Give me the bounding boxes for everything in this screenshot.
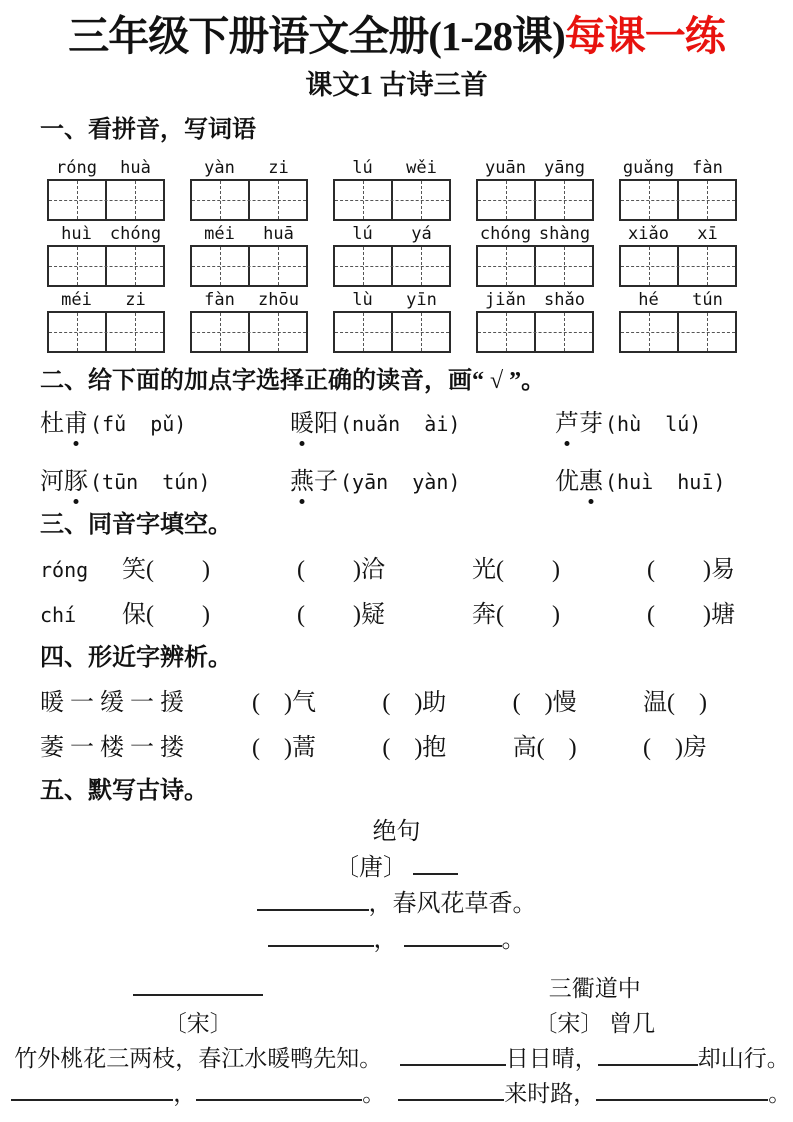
poem-left <box>0 971 397 1111</box>
dotted-character: 燕 <box>290 469 314 495</box>
pinyin-syllable: yāng <box>544 158 585 178</box>
homophone-label: róng <box>40 558 89 582</box>
pronunciation-item <box>555 467 793 497</box>
fill-cell: ( )房 <box>642 735 707 761</box>
pinyin-word-group <box>47 224 165 287</box>
lesson-subtitle: 课文1 古诗三首 <box>305 70 488 100</box>
pinyin-syllable: zi <box>125 290 146 310</box>
section-3-heading: 三、同音字填空。 <box>40 512 232 538</box>
pronunciation-item <box>290 409 555 439</box>
writing-box <box>333 179 451 221</box>
pinyin-syllable: huì <box>61 224 92 244</box>
fill-cell: ( )抱 <box>382 735 447 761</box>
dashed-midline <box>49 200 163 201</box>
poem-pair <box>0 971 793 1111</box>
section-5-heading: 五、默写古诗。 <box>40 778 208 804</box>
poem-text: ，春风花草香。 <box>368 891 537 917</box>
word-part: 河 <box>40 469 64 495</box>
fill-cell: 高( ) <box>512 735 577 761</box>
fill-cell: ( )气 <box>252 690 316 716</box>
blank-line <box>11 1087 173 1101</box>
writing-box <box>190 245 308 287</box>
pinyin-word-group <box>476 224 594 287</box>
similar-char-label: 萎 一 楼 一 搂 <box>40 735 184 761</box>
fill-cell: ( )洽 <box>297 557 385 583</box>
page-title-main: 三年级下册语文全册(1-28课) <box>68 13 565 59</box>
pinyin-word-group <box>476 158 594 221</box>
word-part: 子 <box>314 469 338 495</box>
word-part: 优 <box>555 469 579 495</box>
poem-author-line <box>0 850 793 886</box>
pinyin-syllable: lú <box>352 158 373 178</box>
pinyin-syllable: hé <box>638 290 659 310</box>
dashed-midline <box>192 200 306 201</box>
dotted-character: 豚 <box>64 469 88 495</box>
pinyin-syllable: shǎo <box>544 290 585 310</box>
dashed-midline <box>621 200 735 201</box>
pinyin-syllable: guǎng <box>622 158 675 178</box>
pinyin-syllable: huà <box>120 158 151 178</box>
writing-box <box>619 245 737 287</box>
poem-title-blank <box>0 971 397 1006</box>
pinyin-options: (nuǎn ài) <box>340 412 461 436</box>
fill-cell: 奔( ) <box>472 602 560 628</box>
poem-text: 却山行。 <box>697 1046 790 1071</box>
pinyin-word-group <box>619 290 737 353</box>
blank-line <box>196 1087 362 1101</box>
pinyin-word-group <box>190 224 308 287</box>
pinyin-word-group <box>333 224 451 287</box>
writing-box <box>476 245 594 287</box>
pinyin-options: (hù lú) <box>605 412 702 436</box>
section-4-heading: 四、形近字辨析。 <box>40 645 232 671</box>
dashed-midline <box>478 266 592 267</box>
homophone-row <box>40 600 735 630</box>
fill-cell: 笑( ) <box>122 557 210 583</box>
homophone-label: chí <box>40 603 77 627</box>
pinyin-syllable: wěi <box>406 158 437 178</box>
page-title-accent: 每课一练 <box>564 13 725 59</box>
blank-line <box>257 897 369 911</box>
dashed-midline <box>192 332 306 333</box>
writing-box <box>47 245 165 287</box>
similar-char-row <box>40 688 735 718</box>
page-title <box>0 12 793 60</box>
pinyin-word-group <box>619 158 737 221</box>
writing-box <box>476 311 594 353</box>
pinyin-syllable: huā <box>263 224 294 244</box>
writing-box <box>476 179 594 221</box>
section-2-heading: 二、给下面的加点字选择正确的读音，画“ √ ”。 <box>40 368 546 394</box>
pinyin-syllable: xiǎo <box>628 224 669 244</box>
dashed-midline <box>621 332 735 333</box>
poem-line <box>0 922 793 958</box>
dashed-midline <box>478 332 592 333</box>
pinyin-row <box>47 290 737 353</box>
pinyin-syllable: yàn <box>204 158 235 178</box>
pinyin-syllable: yīn <box>406 290 437 310</box>
pinyin-syllable: fàn <box>204 290 235 310</box>
blank-line <box>596 1087 768 1101</box>
fill-cell: ( )慢 <box>512 690 577 716</box>
pronunciation-item <box>40 409 290 439</box>
similar-char-label: 暖 一 缓 一 援 <box>40 690 184 716</box>
dashed-midline <box>478 200 592 201</box>
blank-line <box>404 933 502 947</box>
dashed-midline <box>621 266 735 267</box>
dashed-midline <box>335 266 449 267</box>
pinyin-syllable: lú <box>352 224 373 244</box>
pinyin-syllable: xī <box>697 224 718 244</box>
poem-text: 。 <box>501 927 526 953</box>
poem-text: 。 <box>362 1081 386 1106</box>
dotted-character: 暖 <box>290 411 314 437</box>
word-part: 杜 <box>40 411 64 437</box>
poem-author-line: 〔宋〕 <box>163 1011 233 1036</box>
writing-box <box>619 311 737 353</box>
word-part: 芽 <box>579 411 603 437</box>
blank-line <box>268 933 374 947</box>
pinyin-row <box>47 224 737 287</box>
pinyin-word-group <box>190 158 308 221</box>
dashed-midline <box>192 266 306 267</box>
fill-cell: ( )助 <box>382 690 447 716</box>
poem-title: 绝句 <box>372 819 421 845</box>
pinyin-options: (huì huī) <box>605 470 726 494</box>
pinyin-syllable: zi <box>268 158 289 178</box>
pinyin-options: (fǔ pǔ) <box>90 412 187 436</box>
blank-line <box>598 1052 698 1066</box>
pinyin-word-group <box>47 158 165 221</box>
pinyin-word-group <box>476 290 594 353</box>
fill-cell: 光( ) <box>472 557 560 583</box>
pinyin-syllable: róng <box>56 158 97 178</box>
pinyin-word-group <box>333 158 451 221</box>
poem-author-line: 〔宋〕 曾几 <box>534 1011 656 1036</box>
pinyin-syllable: tún <box>692 290 723 310</box>
blank-line <box>400 1052 506 1066</box>
pronunciation-item <box>555 409 793 439</box>
pinyin-word-group <box>190 290 308 353</box>
section-1-heading: 一、看拼音，写词语 <box>40 117 256 143</box>
writing-box <box>47 311 165 353</box>
blank-line <box>398 1087 504 1101</box>
pinyin-syllable: lù <box>352 290 373 310</box>
fill-cell: 保( ) <box>122 602 210 628</box>
pinyin-syllable: yá <box>411 224 432 244</box>
writing-box <box>190 179 308 221</box>
poem-text: ， <box>173 1081 197 1106</box>
pinyin-word-group <box>619 224 737 287</box>
similar-char-row <box>40 733 735 763</box>
pinyin-syllable: zhōu <box>258 290 299 310</box>
poem-text: ， <box>373 927 398 953</box>
pronunciation-item <box>290 467 555 497</box>
dashed-midline <box>335 200 449 201</box>
poem-title: 三衢道中 <box>548 976 641 1001</box>
dashed-midline <box>49 332 163 333</box>
word-part: 阳 <box>314 411 338 437</box>
fill-cell: ( )蒿 <box>252 735 316 761</box>
pinyin-writing-grid <box>47 158 737 353</box>
homophone-row <box>40 555 735 585</box>
pinyin-syllable: méi <box>61 290 92 310</box>
writing-box <box>333 311 451 353</box>
poem-line <box>0 1076 397 1111</box>
pinyin-syllable: fàn <box>692 158 723 178</box>
pinyin-word-group <box>333 290 451 353</box>
dashed-midline <box>49 266 163 267</box>
poem-line: 竹外桃花三两枝，春江水暖鸭先知。 <box>14 1046 383 1071</box>
pinyin-syllable: shàng <box>538 224 591 244</box>
pinyin-options: (yān yàn) <box>340 470 461 494</box>
fill-cell: ( )塘 <box>647 602 735 628</box>
poem-line <box>397 1076 793 1111</box>
writing-box <box>619 179 737 221</box>
pinyin-syllable: chóng <box>479 224 532 244</box>
pronunciation-items <box>40 409 793 497</box>
pinyin-word-group <box>47 290 165 353</box>
poem-text: 来时路， <box>504 1081 597 1106</box>
fill-cell: 温( ) <box>642 690 707 716</box>
pinyin-options: (tūn tún) <box>90 470 211 494</box>
pinyin-syllable: yuān <box>485 158 526 178</box>
pinyin-syllable: chóng <box>109 224 162 244</box>
pinyin-syllable: méi <box>204 224 235 244</box>
fill-cell: ( )易 <box>647 557 735 583</box>
poem-line <box>0 886 793 922</box>
pinyin-row <box>47 158 737 221</box>
poem-line <box>397 1041 793 1076</box>
writing-box <box>333 245 451 287</box>
poem-text: 日日晴， <box>505 1046 598 1071</box>
writing-box <box>47 179 165 221</box>
pronunciation-item <box>40 467 290 497</box>
dotted-character: 芦 <box>555 411 579 437</box>
poem-jueju <box>0 814 793 958</box>
poem-right <box>397 971 793 1111</box>
poem-era: 〔唐〕 <box>335 855 407 881</box>
poem-text: 。 <box>768 1081 792 1106</box>
blank-line <box>413 861 458 875</box>
dashed-midline <box>335 332 449 333</box>
dotted-character: 甫 <box>64 411 88 437</box>
writing-box <box>190 311 308 353</box>
pinyin-syllable: jiǎn <box>485 290 526 310</box>
fill-cell: ( )疑 <box>297 602 385 628</box>
dotted-character: 惠 <box>579 469 603 495</box>
blank-line <box>133 982 263 996</box>
